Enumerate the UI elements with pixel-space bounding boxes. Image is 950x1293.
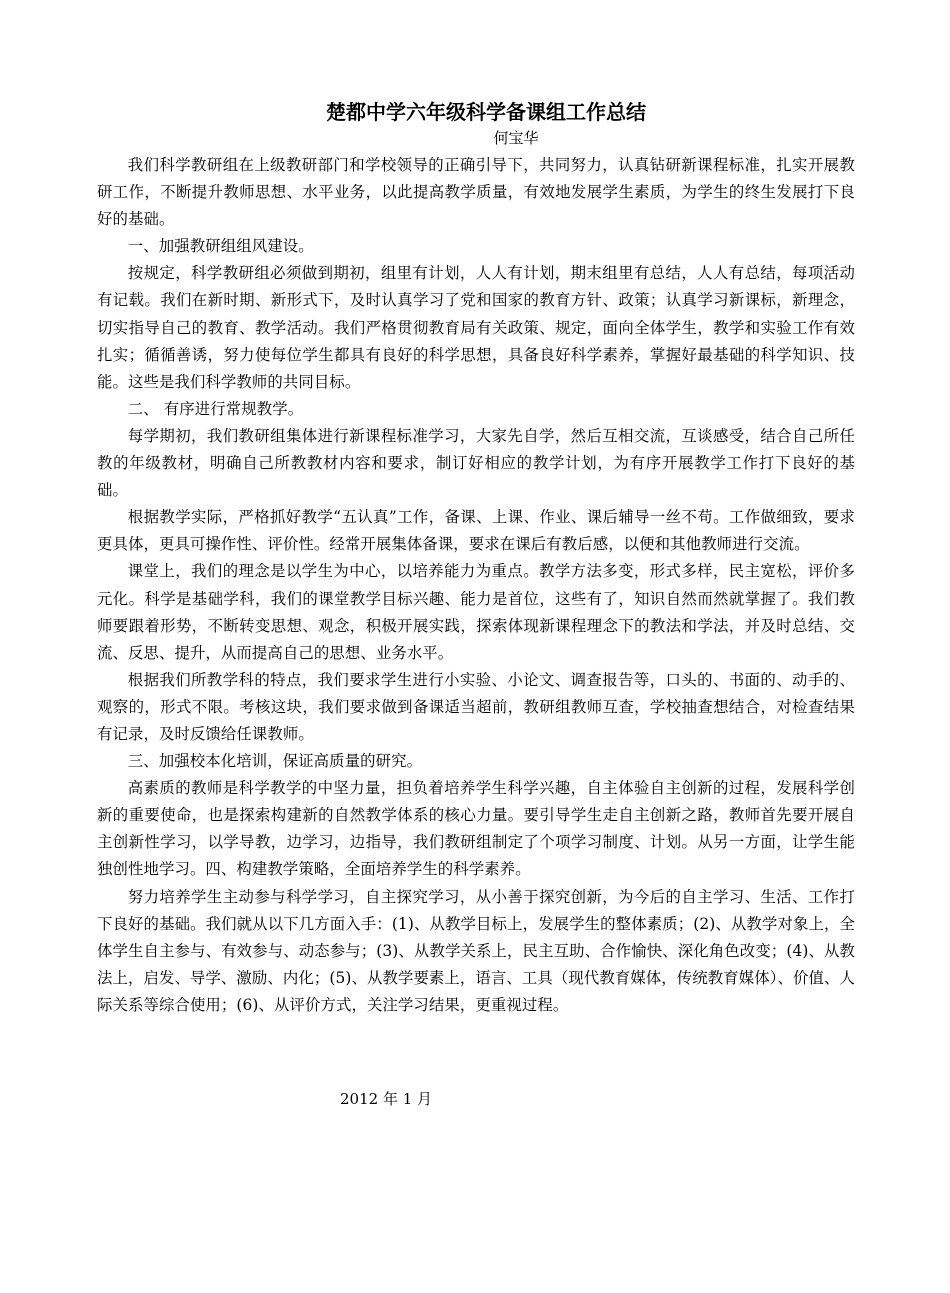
body-paragraph: 课堂上，我们的理念是以学生为中心，以培养能力为重点。教学方法多变，形式多样，民主宽松，评价多元化。科学是基础学科，我们的课堂教学目标兴趣、能力是首位，这些有了，知识自然而然就掌握了。我们教师要跟着形势，不断转变思想、观念，积极开展实践，探索体现新课程理念下的教法和学法，并及时总结、交流、反思、提升，从而提高自己的思想、业务水平。 (97, 562, 855, 662)
body-paragraph: 按规定，科学教研组必须做到期初，组里有计划，人人有计划，期末组里有总结，人人有总结，每项活动有记载。我们在新时期、新形式下，及时认真学习了党和国家的教育方针、政策；认真学习新课标，新理念，切实指导自己的教育、教学活动。我们严格贯彻教育局有关政策、规定，面向全体学生，教学和实验工作有效扎实；循循善诱，努力使每位学生都具有良好的科学思想，具备良好科学素养，掌握好最基础的科学知识、技能。这些是我们科学教师的共同目标。 (97, 264, 855, 391)
body-paragraph: 每学期初，我们教研组集体进行新课程标准学习，大家先自学，然后互相交流，互谈感受，结合自己所任教的年级教材，明确自己所教教材内容和要求，制订好相应的教学计划，为有序开展教学工作打下良好的基础。 (97, 426, 855, 500)
document-title: 楚都中学六年级科学备课组工作总结 (326, 100, 646, 124)
document-page (97, 96, 855, 1019)
body-paragraph: 根据教学实际，严格抓好教学“五认真”工作，备课、上课、作业、课后辅导一丝不苟。工作做细致，要求更具体，更具可操作性、评价性。经常开展集体备课，要求在课后有教后感，以便和其他教师进行交流。 (97, 508, 855, 554)
body-paragraph: 努力培养学生主动参与科学学习，自主探究学习，从小善于探究创新，为今后的自主学习、生活、工作打下良好的基础。我们就从以下几方面入手：(1)、从教学目标上，发展学生的整体素质；(2)、从教学对象上，全体学生自主参与、有效参与、动态参与；(3)、从教学关系上，民主互助、合作愉快、深化角色改变；(4)、从教法上，启发、导学、激励、内化；(5)、从教学要素上，语言、工具（现代教育媒体，传统教育媒体）、价值、人际关系等综合使用；(6)、从评价方式，关注学习结果，更重视过程。 (97, 887, 855, 1014)
section-heading: 三、加强校本化培训，保证高质量的研究。 (127, 752, 423, 771)
author-name: 何宝华 (493, 129, 539, 147)
body-paragraph: 我们科学教研组在上级教研部门和学校领导的正确引导下，共同努力，认真钻研新课程标准，扎实开展教研工作，不断提升教师思想、水平业务，以此提高教学质量，有效地发展学生素质，为学生的终生发展打下良好的基础。 (97, 156, 855, 229)
section-heading: 二、 有序进行常规教学。 (127, 399, 304, 418)
body-paragraph: 高素质的教师是科学教学的中坚力量，担负着培养学生科学兴趣，自主体验自主创新的过程，发展科学创新的重要使命，也是探索构建新的自然教学体系的核心力量。要引导学生走自主创新之路，教师首先要开展自主创新性学习，以学导教，边学习，边指导，我们教研组制定了个项学习制度、计划。从另一方面，让学生能独创性地学习。四、构建教学策略，全面培养学生的科学素养。 (97, 779, 855, 879)
document-body (97, 152, 855, 1019)
document-date: 2012 年 1 月 (340, 1090, 433, 1108)
body-paragraph: 根据我们所教学科的特点，我们要求学生进行小实验、小论文、调查报告等，口头的、书面的、动手的、观察的，形式不限。考核这块，我们要求做到备课适当超前，教研组教师互查，学校抽查想结合，对检查结果有记录，及时反馈给任课教师。 (97, 670, 855, 743)
section-heading: 一、加强教研组组风建设。 (127, 237, 314, 256)
